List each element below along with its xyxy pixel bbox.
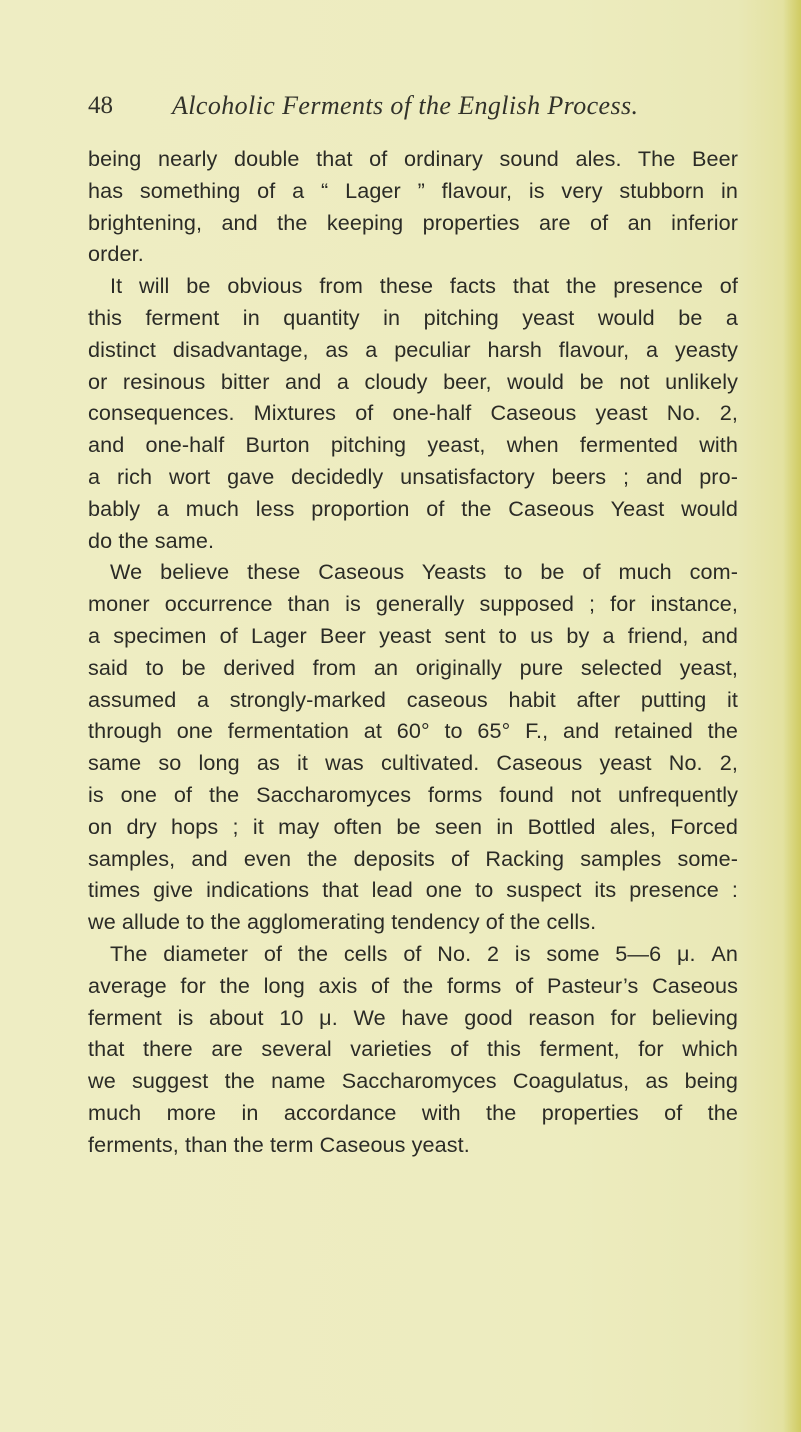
text-line: order. xyxy=(88,241,144,267)
text-line: distinct disadvantage, as a peculiar harsh flavour, a yeasty xyxy=(88,336,738,362)
text-line: being nearly double that of ordinary sound ales. The Beer xyxy=(88,146,738,171)
body-text xyxy=(88,143,738,1161)
text-line: much more in accordance with the properties of the xyxy=(88,1099,738,1125)
text-line: through one fermentation at 60° to 65° F., and retained the xyxy=(88,718,738,744)
page-number: 48 xyxy=(88,92,113,119)
text-line: times give indications that lead one to suspect its presence : xyxy=(88,877,738,903)
page-edge-shadow xyxy=(783,0,801,1432)
paragraph-start-line: We believe these Caseous Yeasts to be of much com- xyxy=(110,559,738,585)
text-line: has something of a “ Lager ” flavour, is very stubborn in xyxy=(88,177,738,203)
text-line: we allude to the agglomerating tendency of the cells. xyxy=(88,909,597,935)
running-title: Alcoholic Ferments of the English Process. xyxy=(172,91,639,120)
text-line: bably a much less proportion of the Caseous Yeast would xyxy=(88,495,738,521)
text-line: brightening, and the keeping properties are of an inferior xyxy=(88,209,738,235)
text-line: or resinous bitter and a cloudy beer, would be not unlikely xyxy=(88,368,738,394)
text-line: we suggest the name Saccharomyces Coagulatus, as being xyxy=(88,1068,738,1094)
text-line: and one-half Burton pitching yeast, when fermented with xyxy=(88,432,738,458)
text-line: ferments, than the term Caseous yeast. xyxy=(88,1131,470,1157)
text-line: on dry hops ; it may often be seen in Bottled ales, Forced xyxy=(88,813,738,839)
text-line: is one of the Saccharomyces forms found not unfrequently xyxy=(88,781,738,807)
text-line: assumed a strongly-marked caseous habit after putting it xyxy=(88,686,738,712)
paragraph-start-line: The diameter of the cells of No. 2 is some 5—6 μ. An xyxy=(110,940,738,966)
text-line: this ferment in quantity in pitching yeast would be a xyxy=(88,304,738,330)
text-line: same so long as it was cultivated. Caseous yeast No. 2, xyxy=(88,750,738,776)
text-line: samples, and even the deposits of Racking samples some- xyxy=(88,845,738,871)
text-line: a specimen of Lager Beer yeast sent to us by a friend, and xyxy=(88,622,738,648)
text-line: average for the long axis of the forms of Pasteur’s Caseous xyxy=(88,972,738,998)
text-line: that there are several varieties of this ferment, for which xyxy=(88,1036,738,1062)
text-line: ferment is about 10 μ. We have good reason for believing xyxy=(88,1004,738,1030)
text-line: a rich wort gave decidedly unsatisfactory beers ; and pro- xyxy=(88,463,738,489)
page-header xyxy=(88,88,728,128)
text-line: said to be derived from an originally pure selected yeast, xyxy=(88,654,738,680)
text-line: do the same. xyxy=(88,527,215,553)
paragraph-start-line: It will be obvious from these facts that the presence of xyxy=(110,273,738,299)
text-line: moner occurrence than is generally supposed ; for instance, xyxy=(88,591,738,617)
text-line: consequences. Mixtures of one-half Caseous yeast No. 2, xyxy=(88,400,738,426)
